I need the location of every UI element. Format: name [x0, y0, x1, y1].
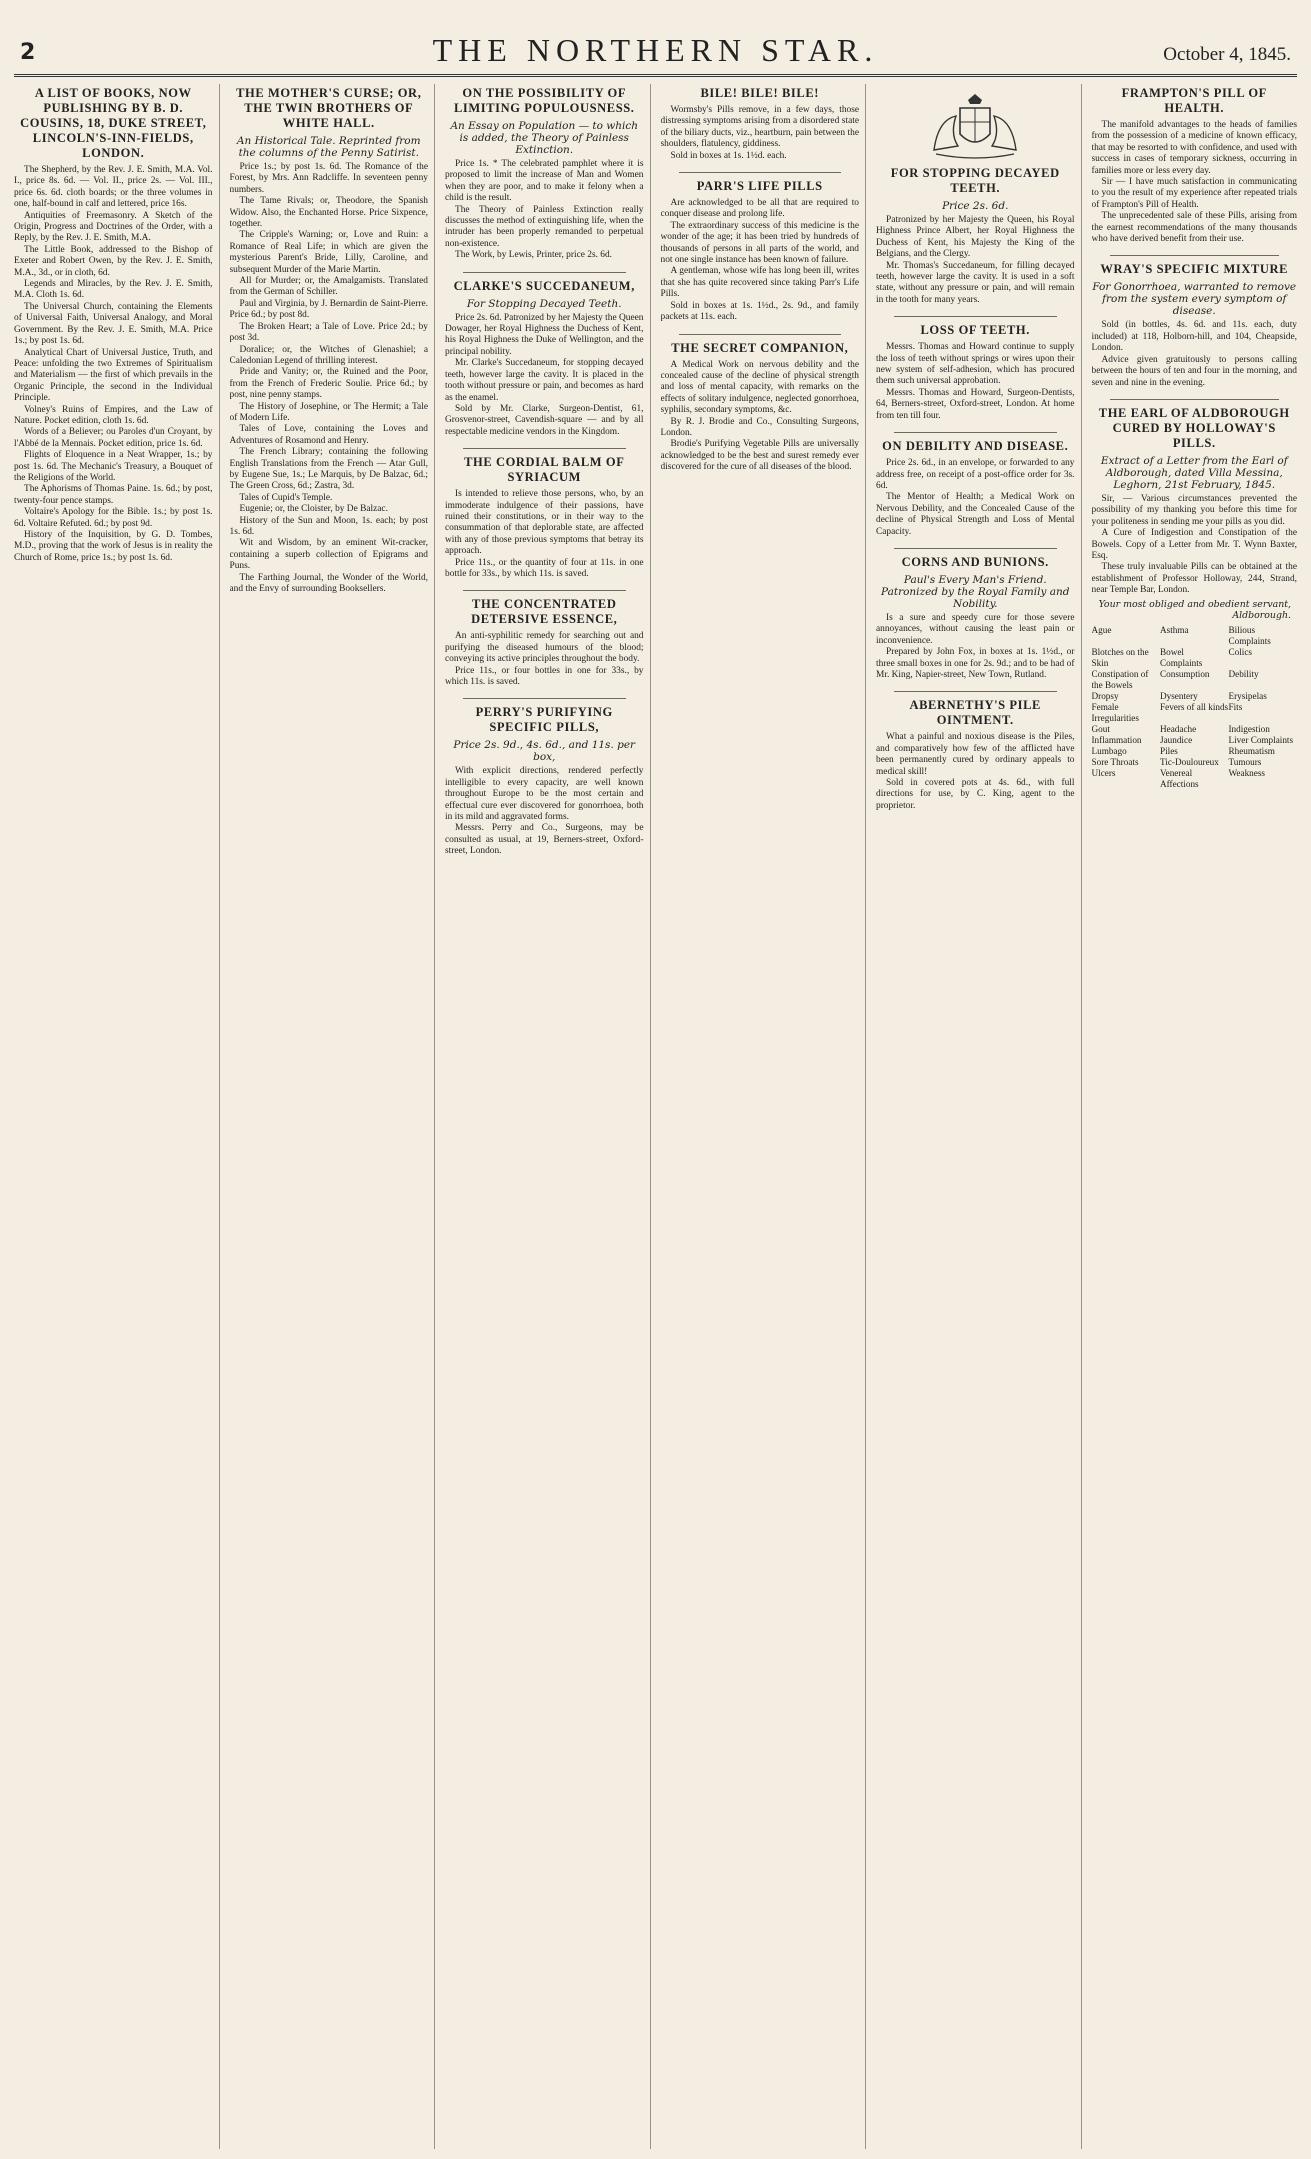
- advertisement-paragraph: The Little Book, addressed to the Bishop of Exeter and Robert Owen, by the Rev. J. E. Smith, M.A., 3d., or in cloth, 6d.: [14, 244, 213, 278]
- ailment-item: Lumbago: [1091, 745, 1127, 756]
- advertisement-paragraph: Messrs. Perry and Co., Surgeons, may be consulted as usual, at 19, Berners-street, Oxford-street, London.: [445, 823, 644, 857]
- masthead: [14, 30, 1297, 77]
- advertisement-paragraph: Sold in boxes at 1s. 1½d., 2s. 9d., and family packets at 11s. each.: [660, 300, 859, 323]
- advertisement-subtitle: Paul's Every Man's Friend. Patronized by the Royal Family and Nobility.: [881, 573, 1070, 610]
- advertisement-title: THE EARL OF ALDBOROUGH CURED BY HOLLOWAY'S PILLS.: [1098, 405, 1290, 450]
- ailment-item: Weakness: [1228, 767, 1266, 778]
- advertisement-subtitle: Price 2s. 6d.: [942, 200, 1009, 212]
- advertisement-paragraph: Volney's Ruins of Empires, and the Law of Nature. Pocket edition, cloth 1s. 6d.: [14, 404, 213, 426]
- ailment-item: Rheumatism: [1228, 745, 1275, 756]
- advertisement-title: THE CORDIAL BALM OF SYRIACUM: [464, 455, 625, 485]
- ailment-item: Sore Throats: [1091, 756, 1139, 767]
- advertisement-subtitle: An Essay on Population — to which is added, the Theory of Painless Extinction.: [450, 120, 639, 156]
- section-divider: [463, 698, 626, 699]
- section-divider: [894, 691, 1057, 692]
- ailment-item: Jaundice: [1160, 734, 1193, 745]
- section-divider: [894, 548, 1057, 549]
- section-divider: [679, 334, 842, 335]
- advertisement: [445, 86, 644, 262]
- advertisement-title: CORNS AND BUNIONS.: [901, 554, 1049, 569]
- advertisement: [445, 448, 644, 580]
- advertisement: [1092, 399, 1298, 790]
- advertisement-title: LOSS OF TEETH.: [920, 323, 1030, 338]
- advertisement-paragraph: The Aphorisms of Thomas Paine. 1s. 6d.; by post, twenty-four pence stamps.: [14, 484, 213, 506]
- issue-date: October 4, 1845.: [1163, 44, 1291, 65]
- advertisement-paragraph: The Theory of Painless Extinction really discusses the method of extinguishing life, when the intruder has been properly remanded to perpetual non-existence.: [445, 204, 644, 249]
- advertisement-paragraph: An anti-syphilitic remedy for searching out and purifying the diseased humours of the blood; conveying its active principles throughout the body.: [445, 631, 644, 665]
- advertisement-paragraph: Analytical Chart of Universal Justice, Truth, and Peace: unfolding the two Extremes of Spiritualism and Materialism — the first of which prevails in the Organic Principle, the second in the Individual Principle.: [14, 347, 213, 404]
- advertisement-paragraph: A Medical Work on nervous debility and the concealed cause of the decline of physical strength and loss of mental capacity, with remarks on the effects of solitary indulgence, neglected gonorrhoea, syphilis, secondary symptoms, &c.: [660, 359, 859, 416]
- advertisement: [876, 90, 1075, 306]
- ailment-item: Fevers of all kinds: [1160, 701, 1229, 712]
- advertisement-paragraph: Sir — I have much satisfaction in communicating to you the result of my experience after repeated trials of Frampton's Pill of Health.: [1091, 177, 1297, 210]
- advertisement-paragraph: Tales of Love, containing the Loves and Adventures of Rosamond and Henry.: [229, 424, 428, 446]
- advertisement-paragraph: The Farthing Journal, the Wonder of the World, and the Envy of surrounding Booksellers.: [229, 572, 428, 595]
- ailment-item: Colics: [1228, 646, 1252, 657]
- page-number: 2: [20, 40, 36, 65]
- advertisement-subtitle: For Gonorrhoea, warranted to remove from the system every symptom of disease.: [1092, 281, 1297, 318]
- advertisement-title: FOR STOPPING DECAYED TEETH.: [890, 166, 1060, 195]
- advertisement-paragraph: Doralice; or, the Witches of Glenashiel; a Caledonian Legend of thrilling interest.: [229, 344, 428, 366]
- advertisement-title: PARR'S LIFE PILLS: [696, 179, 823, 194]
- ailment-item: Blotches on the Skin: [1091, 646, 1149, 668]
- advertisement: [445, 698, 644, 857]
- advertisement-paragraph: Wormsby's Pills remove, in a few days, those distressing symptoms arising from a disordered state of the biliary ducts, viz., heartburn, pain between the shoulders, flatulency, giddiness.: [660, 105, 859, 150]
- advertisement-subtitle: For Stopping Decayed Teeth.: [466, 297, 622, 310]
- ailment-item: Tumours: [1228, 756, 1262, 767]
- advertisement-title: THE CONCENTRATED DETERSIVE ESSENCE,: [471, 597, 618, 627]
- advertisement-subtitle: Extract of a Letter from the Earl of Aldborough, dated Villa Messina, Leghorn, 21st February, 1845.: [1100, 454, 1288, 491]
- advertisement-paragraph: Sir, — Various circumstances prevented the possibility of my thanking you before this time for your politeness in sending me your pills as you did.: [1091, 493, 1297, 527]
- advertisement-paragraph: Voltaire's Apology for the Bible. 1s.; by post 1s. 6d. Voltaire Refuted. 6d.; by post 9d.: [14, 507, 213, 529]
- section-divider: [463, 448, 626, 449]
- advertisement-paragraph: Sold in boxes at 1s. 1½d. each.: [670, 150, 787, 161]
- advertisement-paragraph: By R. J. Brodie and Co., Consulting Surgeons, London.: [660, 416, 859, 438]
- advertisement-paragraph: Sold by Mr. Clarke, Surgeon-Dentist, 61, Grosvenor-street, Cavendish-square — and by all respectable medicine vendors in the Kingdom.: [445, 403, 644, 437]
- ailments-list: [1092, 625, 1298, 790]
- advertisement-paragraph: A gentleman, whose wife has long been ill, writes that she has quite recovered since taking Parr's Life Pills.: [660, 266, 859, 300]
- ailment-item: Constipation of the Bowels: [1091, 668, 1149, 690]
- advertisement-paragraph: What a painful and noxious disease is the Piles, and comparatively how few of the afflicted have been permanently cured by ordinary appeals to medical skill!: [876, 732, 1075, 777]
- advertisement-title: ON THE POSSIBILITY OF LIMITING POPULOUSNESS.: [453, 86, 635, 115]
- advertisement: [445, 590, 644, 688]
- section-divider: [894, 432, 1057, 433]
- advertisement-paragraph: Mr. Clarke's Succedaneum, for stopping decayed teeth, however large the cavity. It is placed in the tooth without pressure or pain, and becomes as hard as the enamel.: [445, 358, 644, 403]
- advertisement-paragraph: Advice given gratuitously to persons calling between the hours of ten and four in the morning, and seven and nine in the evening.: [1091, 354, 1297, 388]
- advertisement: [876, 432, 1075, 538]
- advertisement: [230, 86, 429, 595]
- ailment-item: Indigestion: [1228, 723, 1270, 734]
- advertisement-paragraph: Price 1s. * The celebrated pamphlet where it is proposed to limit the increase of Man and Women when they are poor, and to make it felony when a child is the result.: [445, 159, 644, 204]
- ailment-item: Liver Complaints: [1228, 734, 1294, 745]
- advertisement-title: PERRY'S PURIFYING SPECIFIC PILLS,: [475, 705, 613, 735]
- column-1: [14, 84, 220, 2149]
- advertisement: [661, 172, 860, 323]
- advertisement: [1092, 255, 1298, 388]
- advertisement-paragraph: Price 11s., or four bottles in one for 33s., by which 11s. is saved.: [445, 665, 644, 687]
- column-6: [1092, 84, 1298, 2149]
- advertisement-paragraph: Price 11s., or the quantity of four at 11s. in one bottle for 33s., by which 11s. is saved.: [445, 557, 644, 579]
- ailment-item: Venereal Affections: [1160, 767, 1199, 789]
- advertisement-paragraph: The unprecedented sale of these Pills, arising from the earnest recommendations of the many thousands who have derived benefit from their use.: [1091, 211, 1297, 245]
- advertisement: [661, 334, 860, 474]
- advertisement-title: ABERNETHY'S PILE OINTMENT.: [909, 698, 1041, 728]
- ailment-item: Piles: [1160, 745, 1178, 756]
- advertisement-paragraph: History of the Sun and Moon, 1s. each; by post 1s. 6d.: [229, 515, 428, 537]
- advertisement-paragraph: Price 1s.; by post 1s. 6d. The Romance of the Forest, by Mrs. Ann Radcliffe. In seventeen penny numbers.: [229, 162, 428, 195]
- advertisement-paragraph: All for Murder; or, the Amalgamists. Translated from the German of Schiller.: [229, 276, 428, 298]
- advertisement-paragraph: Flights of Eloquence in a Neat Wrapper, 1s.; by post 1s. 6d. The Mechanic's Treasury, a Bouquet of the Religions of the World.: [14, 450, 213, 483]
- royal-arms-icon: [920, 90, 1030, 160]
- advertisement-paragraph: Is intended to relieve those persons, who, by an immoderate indulgence of their passions, have ruined their constitutions, or in their way to the consummation of that deplorable state, are affected with any of those previous symptoms that betray its approach.: [445, 489, 644, 557]
- advertisement-title: A LIST OF BOOKS, NOW PUBLISHING BY B. D. COUSINS, 18, DUKE STREET, LINCOLN'S-INN-FIELDS, LONDON.: [20, 86, 207, 160]
- advertisement-paragraph: Eugenie; or, the Cloister, by De Balzac.: [239, 504, 388, 515]
- advertisement-subtitle: An Historical Tale. Reprinted from the columns of the Penny Satirist.: [236, 135, 421, 159]
- section-divider: [1110, 399, 1280, 400]
- advertisement-paragraph: Legends and Miracles, by the Rev. J. E. Smith, M.A. Cloth 1s. 6d.: [14, 279, 213, 301]
- advertisement-paragraph: Prepared by John Fox, in boxes at 1s. 1½d., or three small boxes in one for 2s. 9d.; and to be had of Mr. King, Napier-street, New Town, Rutland.: [876, 647, 1075, 680]
- advertisement-paragraph: Are acknowledged to be all that are required to conquer disease and prolong life.: [660, 198, 859, 220]
- ailment-item: Headache: [1160, 723, 1197, 734]
- advertisement-paragraph: With explicit directions, rendered perfectly intelligible to every capacity, are well known throughout Europe to be the most certain and effectual cure ever discovered for gonorrhoea, both in its mild and aggravated forms.: [445, 766, 644, 823]
- advertisement: [876, 548, 1075, 681]
- section-divider: [894, 316, 1057, 317]
- advertisement-paragraph: Wit and Wisdom, by an eminent Wit-cracker, containing a superb collection of Epigrams and Puns.: [229, 538, 428, 572]
- advertisement-paragraph: These truly invaluable Pills can be obtained at the establishment of Professor Holloway, 244, Strand, near Temple Bar, London.: [1091, 562, 1297, 596]
- advertisement-title: THE SECRET COMPANION,: [671, 340, 849, 355]
- advertisement-paragraph: Brodie's Purifying Vegetable Pills are universally acknowledged to be the best and surest remedy ever discovered for the cure of all diseases of the blood.: [660, 439, 859, 473]
- ailment-item: Erysipelas: [1228, 690, 1267, 701]
- advertisement-paragraph: Tales of Cupid's Temple.: [239, 492, 333, 503]
- advertisement: [876, 691, 1075, 812]
- advertisement-subtitle: Price 2s. 9d., 4s. 6d., and 11s. per box,: [453, 739, 636, 764]
- section-divider: [1110, 255, 1280, 256]
- section-divider: [463, 590, 626, 591]
- ailment-item: Fits: [1228, 701, 1243, 712]
- advertisement-paragraph: Mr. Thomas's Succedaneum, for filling decayed teeth, however large the cavity. It is used in a soft state, without any pressure or pain, and will remain in the tooth for many years.: [876, 260, 1075, 305]
- ailment-item: Asthma: [1160, 624, 1189, 635]
- column-5: [876, 84, 1082, 2149]
- advertisement-title: CLARKE'S SUCCEDANEUM,: [453, 278, 635, 293]
- ailment-item: Dysentery: [1160, 690, 1198, 701]
- advertisement-paragraph: Messrs. Thomas and Howard continue to supply the loss of teeth without springs or wires upon their new system of self-adhesion, which has procured them such universal approbation.: [876, 342, 1075, 387]
- advertisement-paragraph: The Shepherd, by the Rev. J. E. Smith, M.A. Vol. I., price 8s. 6d. — Vol. II., price 2s. — Vol. III., price 6s. 6d. cloth boards; or the three volumes in one, half-bound in calf and lettered, price 16s.: [14, 165, 213, 210]
- columns-container: [14, 84, 1297, 2149]
- advertisement: [661, 86, 860, 162]
- advertisement-paragraph: Is a sure and speedy cure for those severe annoyances, without causing the least pain or inconvenience.: [876, 612, 1075, 646]
- advertisement-paragraph: The French Library; containing the following English Translations from the French — Atar Gull, by Eugene Sue, 1s.; Le Marquis, by De Balzac, 6d.; The Green Cross, 6d.; Zastra, 3d.: [229, 447, 428, 492]
- advertisement-paragraph: The Mentor of Health; a Medical Work on Nervous Debility, and the Concealed Cause of the decline of Physical Strength and Loss of Mental Capacity.: [876, 492, 1075, 537]
- advertisement-paragraph: Paul and Virginia, by J. Bernardin de Saint-Pierre. Price 6d.; by post 8d.: [229, 298, 428, 321]
- advertisement-paragraph: The Work, by Lewis, Printer, price 2s. 6d.: [455, 250, 612, 261]
- ailment-item: Dropsy: [1091, 690, 1119, 701]
- ailment-item: Ulcers: [1091, 767, 1116, 778]
- newspaper-title: THE NORTHERN STAR.: [432, 32, 879, 68]
- advertisement-paragraph: Antiquities of Freemasonry. A Sketch of the Origin, Progress and Doctrines of the Order, with a Reply, by the Rev. J. E. Smith, M.A.: [14, 210, 213, 244]
- advertisement: [1092, 86, 1298, 245]
- ailment-item: Debility: [1228, 668, 1259, 679]
- advertisement-paragraph: Patronized by her Majesty the Queen, his Royal Highness Prince Albert, her Royal Highness the Duchess of Kent, his Majesty the King of the Belgians, and the Clergy.: [876, 215, 1075, 260]
- advertisement-paragraph: Messrs. Thomas and Howard, Surgeon-Dentists, 64, Berners-street, Oxford-street, London. At home from ten till four.: [876, 387, 1075, 421]
- advertisement-title: BILE! BILE! BILE!: [700, 86, 820, 100]
- section-divider: [679, 172, 842, 173]
- advertisement-paragraph: The extraordinary success of this medicine is the wonder of the age; it has been tried by hundreds of thousands of persons in all parts of the world, and not one single instance has been known of failure.: [660, 220, 859, 266]
- advertisement-paragraph: Price 2s. 6d. Patronized by her Majesty the Queen Dowager, her Royal Highness the Duchess of Kent, his Royal Highness the Duke of Wellington, and the principal nobility.: [445, 312, 644, 357]
- advertisement-title: THE MOTHER'S CURSE; OR, THE TWIN BROTHERS OF WHITE HALL.: [236, 86, 422, 130]
- advertisement-paragraph: The History of Josephine, or The Hermit; a Tale of Modern Life.: [229, 401, 428, 423]
- ailment-item: Inflammation: [1091, 734, 1142, 745]
- advertisement-paragraph: Pride and Vanity; or, the Ruined and the Poor, from the French of Frederic Soulie. Price 6d.; by post, nine penny stamps.: [229, 367, 428, 401]
- advertisement-paragraph: Words of a Believer; ou Paroles d'un Croyant, by l'Abbé de la Mennais. Pocket edition, price 1s. 6d.: [14, 427, 213, 449]
- ailment-item: Bilious Complaints: [1228, 624, 1271, 646]
- advertisement: [876, 316, 1075, 422]
- ailment-item: Bowel Complaints: [1160, 646, 1203, 668]
- advertisement-paragraph: History of the Inquisition, by G. D. Tombes, M.D., proving that the work of Jesus is in reality the Church of Rome, price 1s.; by post 1s. 6d.: [14, 530, 213, 563]
- advertisement-paragraph: Sold (in bottles, 4s. 6d. and 11s. each, duty included) at 118, Holborn-hill, and 104, Cheapside, London.: [1091, 320, 1297, 354]
- column-4: [661, 84, 867, 2149]
- column-2: [230, 84, 436, 2149]
- advertisement-title: WRAY'S SPECIFIC MIXTURE: [1100, 262, 1289, 277]
- letter-signature: Your most obliged and obedient servant, Aldborough.: [1098, 598, 1291, 621]
- ailment-item: Gout: [1091, 723, 1110, 734]
- advertisement-title: FRAMPTON'S PILL OF HEALTH.: [1121, 86, 1267, 115]
- ailment-item: Female Irregularities: [1091, 701, 1139, 723]
- advertisement: [445, 272, 644, 438]
- advertisement-paragraph: The manifold advantages to the heads of families from the possession of a medicine of known efficacy, that may be resorted to with confidence, and used with success in cases of temporary sickness, occurring in families more or less every day.: [1091, 120, 1297, 176]
- advertisement-title: ON DEBILITY AND DISEASE.: [882, 439, 1069, 454]
- section-divider: [463, 272, 626, 273]
- advertisement-paragraph: Sold in covered pots at 4s. 6d., with full directions for use, by C. King, agent to the proprietor.: [876, 778, 1075, 811]
- ailment-item: Consumption: [1160, 668, 1210, 679]
- ailment-item: Tic-Douloureux: [1160, 756, 1219, 767]
- advertisement-paragraph: The Cripple's Warning; or, Love and Ruin: a Romance of Real Life; in which are given the mysterious Parent's Bride, Lilly, Caroline, and subsequent Murder of the Marie Martin.: [229, 230, 428, 275]
- ailment-item: Ague: [1091, 624, 1112, 635]
- advertisement-paragraph: A Cure of Indigestion and Constipation of the Bowels. Copy of a Letter from Mr. T. Wynn Baxter, Esq.: [1091, 528, 1297, 561]
- advertisement-paragraph: The Broken Heart; a Tale of Love. Price 2d.; by post 3d.: [229, 321, 428, 344]
- advertisement: [14, 86, 213, 564]
- advertisement-paragraph: Price 2s. 6d., in an envelope, or forwarded to any address free, on receipt of a post-office order for 3s. 6d.: [876, 458, 1075, 491]
- advertisement-paragraph: The Tame Rivals; or, Theodore, the Spanish Widow. Also, the Enchanted Horse. Price Sixpence, together.: [229, 196, 428, 230]
- advertisement-paragraph: The Universal Church, containing the Elements of Universal Faith, Universal Analogy, and Moral Government. By the Rev. J. E. Smith, M.A. Price 1s.; by post 1s. 6d.: [14, 301, 213, 347]
- column-3: [445, 84, 651, 2149]
